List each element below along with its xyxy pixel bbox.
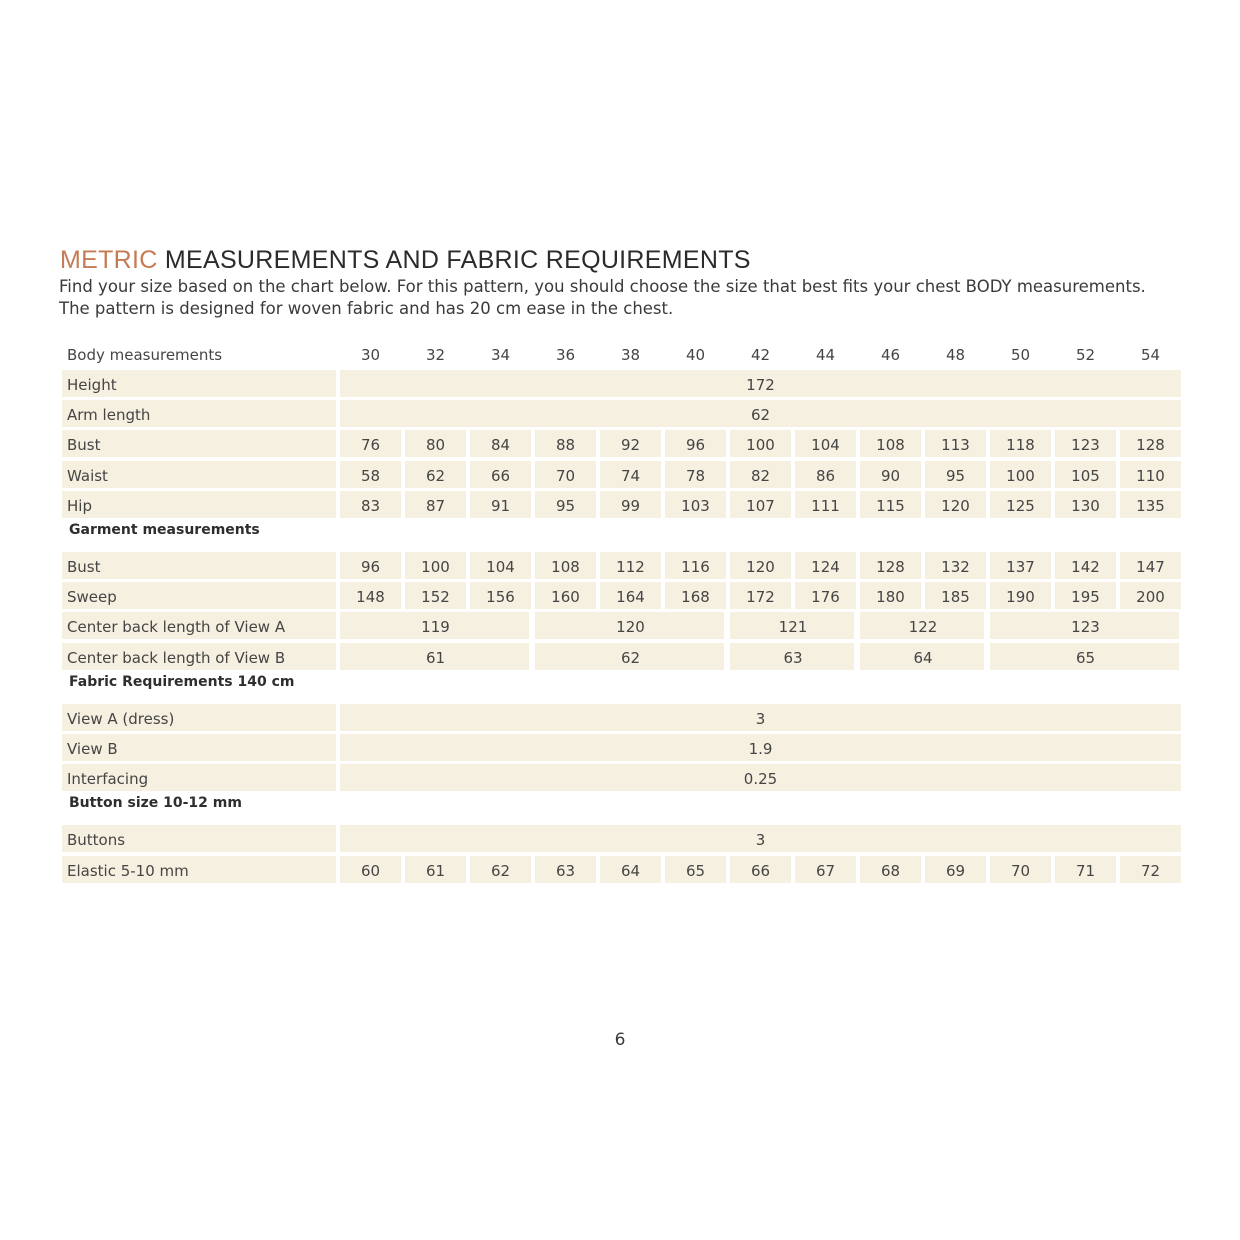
size-header-32: 32 xyxy=(425,346,446,364)
cell-value: 116 xyxy=(681,558,710,576)
cell-value: 137 xyxy=(1006,558,1035,576)
cell-value: 60 xyxy=(360,861,381,880)
group-value: 121 xyxy=(778,618,808,637)
group-value: 122 xyxy=(908,618,938,637)
span-value: 3 xyxy=(755,709,766,728)
cell-value: 62 xyxy=(490,861,511,880)
cell-value: 120 xyxy=(746,558,775,576)
cell-value: 176 xyxy=(811,588,840,607)
cell-value: 132 xyxy=(941,558,970,576)
cell-value: 105 xyxy=(1071,466,1100,485)
row-label: Hip xyxy=(67,496,92,515)
cell-value: 78 xyxy=(685,466,706,485)
cell-value: 185 xyxy=(941,588,970,607)
cell-value: 164 xyxy=(616,588,645,607)
cell-value: 172 xyxy=(746,588,775,607)
row-label: Arm length xyxy=(67,406,151,425)
row-label: Bust xyxy=(67,558,101,576)
cell-value: 111 xyxy=(811,496,840,515)
cell-value: 195 xyxy=(1071,588,1100,607)
cell-value: 115 xyxy=(876,496,905,515)
row-label: Interfacing xyxy=(67,770,149,789)
cell-value: 123 xyxy=(1071,436,1100,455)
row-label: Buttons xyxy=(67,831,126,850)
size-header-46: 46 xyxy=(880,346,901,364)
cell-value: 91 xyxy=(490,496,511,515)
cell-value: 80 xyxy=(425,436,446,455)
cell-value: 66 xyxy=(750,861,771,880)
group-value: 61 xyxy=(425,648,446,667)
span-value: 3 xyxy=(755,831,766,850)
cell-value: 68 xyxy=(880,861,901,880)
intro-line-1: Find your size based on the chart below. For this pattern, you should choose the size that best fits your chest BODY measurements. xyxy=(59,277,1146,296)
cell-value: 72 xyxy=(1140,861,1161,880)
page-number: 6 xyxy=(614,1030,626,1050)
span-value: 0.25 xyxy=(743,770,778,789)
label-cell xyxy=(62,552,336,579)
group-value: 64 xyxy=(913,648,933,667)
size-header-54: 54 xyxy=(1140,346,1161,364)
cell-value: 113 xyxy=(941,436,970,455)
cell-value: 100 xyxy=(421,558,450,576)
cell-value: 58 xyxy=(360,466,381,485)
span-value: 172 xyxy=(746,376,775,394)
size-header-40: 40 xyxy=(685,346,706,364)
group-value: 120 xyxy=(616,618,645,637)
cell-value: 120 xyxy=(941,496,970,515)
cell-value: 190 xyxy=(1006,588,1035,607)
size-header-44: 44 xyxy=(815,346,836,364)
cell-value: 65 xyxy=(685,861,706,880)
cell-value: 96 xyxy=(360,558,381,576)
cell-value: 124 xyxy=(811,558,840,576)
cell-value: 95 xyxy=(945,466,966,485)
size-header-42: 42 xyxy=(750,346,771,364)
section-heading: Garment measurements xyxy=(69,522,260,538)
cell-value: 66 xyxy=(490,466,511,485)
row-label: Height xyxy=(67,376,117,394)
size-header-38: 38 xyxy=(620,346,641,364)
cell-value: 168 xyxy=(681,588,710,607)
cell-value: 67 xyxy=(815,861,836,880)
size-header-48: 48 xyxy=(945,346,966,364)
group-value: 63 xyxy=(783,648,803,667)
row-label: Center back length of View A xyxy=(67,618,286,637)
cell-value: 70 xyxy=(1010,861,1031,880)
cell-value: 108 xyxy=(876,436,905,455)
size-header-36: 36 xyxy=(555,346,576,364)
cell-value: 96 xyxy=(685,436,706,455)
cell-value: 103 xyxy=(681,496,710,515)
cell-value: 125 xyxy=(1006,496,1035,515)
cell-value: 84 xyxy=(490,436,511,455)
cell-value: 156 xyxy=(486,588,515,607)
cell-value: 104 xyxy=(811,436,840,455)
cell-value: 70 xyxy=(555,466,576,485)
row-label: Elastic 5-10 mm xyxy=(67,861,189,880)
cell-value: 71 xyxy=(1075,861,1096,880)
cell-value: 100 xyxy=(746,436,775,455)
section-heading: Button size 10-12 mm xyxy=(69,795,242,812)
size-header-34: 34 xyxy=(490,346,511,364)
group-value: 65 xyxy=(1075,648,1096,667)
cell-value: 87 xyxy=(425,496,446,515)
cell-value: 130 xyxy=(1071,496,1100,515)
title-rest: MEASUREMENTS AND FABRIC REQUIREMENTS xyxy=(157,246,751,274)
section-heading: Fabric Requirements 140 cm xyxy=(69,673,295,690)
cell-value: 63 xyxy=(555,861,576,880)
cell-value: 100 xyxy=(1006,466,1035,485)
size-header-30: 30 xyxy=(360,346,381,364)
cell-value: 86 xyxy=(815,466,836,485)
cell-value: 200 xyxy=(1136,588,1165,607)
cell-value: 107 xyxy=(746,496,775,515)
cell-value: 74 xyxy=(620,466,641,485)
cell-value: 118 xyxy=(1006,436,1035,455)
intro-line-2: The pattern is designed for woven fabric and has 20 cm ease in the chest. xyxy=(59,299,674,318)
group-value: 119 xyxy=(421,618,450,637)
label-cell xyxy=(62,430,336,457)
cell-value: 110 xyxy=(1136,466,1165,485)
cell-value: 128 xyxy=(876,558,905,576)
cell-value: 108 xyxy=(551,558,580,576)
cell-value: 135 xyxy=(1136,496,1165,515)
cell-value: 83 xyxy=(360,496,381,515)
cell-value: 148 xyxy=(356,588,385,607)
cell-value: 64 xyxy=(620,861,641,880)
group-value: 123 xyxy=(1071,618,1100,637)
cell-value: 128 xyxy=(1136,436,1165,455)
cell-value: 180 xyxy=(876,588,905,607)
cell-value: 112 xyxy=(616,558,645,576)
cell-value: 88 xyxy=(555,436,576,455)
title-accent: METRIC xyxy=(60,246,158,274)
cell-value: 95 xyxy=(555,496,576,515)
row-label: Sweep xyxy=(67,588,117,607)
size-header-50: 50 xyxy=(1010,346,1031,364)
cell-value: 147 xyxy=(1136,558,1165,576)
cell-value: 92 xyxy=(620,436,641,455)
span-value: 62 xyxy=(750,406,771,425)
cell-value: 76 xyxy=(360,436,381,455)
cell-value: 62 xyxy=(425,466,446,485)
span-value: 1.9 xyxy=(748,740,773,758)
label-cell xyxy=(62,491,336,518)
cell-value: 90 xyxy=(880,466,901,485)
group-value: 62 xyxy=(620,648,641,667)
cell-value: 142 xyxy=(1071,558,1100,576)
cell-value: 99 xyxy=(620,496,641,515)
row-label: Center back length of View B xyxy=(67,648,286,667)
row-label: View A (dress) xyxy=(67,709,175,728)
cell-value: 152 xyxy=(421,588,450,607)
header-label: Body measurements xyxy=(67,346,223,364)
cell-value: 61 xyxy=(425,861,446,880)
row-label: Bust xyxy=(67,436,101,455)
size-header-52: 52 xyxy=(1075,346,1096,364)
cell-value: 69 xyxy=(945,861,966,880)
cell-value: 160 xyxy=(551,588,580,607)
cell-value: 82 xyxy=(750,466,771,485)
row-label: Waist xyxy=(67,466,108,485)
cell-value: 104 xyxy=(486,558,515,576)
row-label: View B xyxy=(67,740,118,758)
